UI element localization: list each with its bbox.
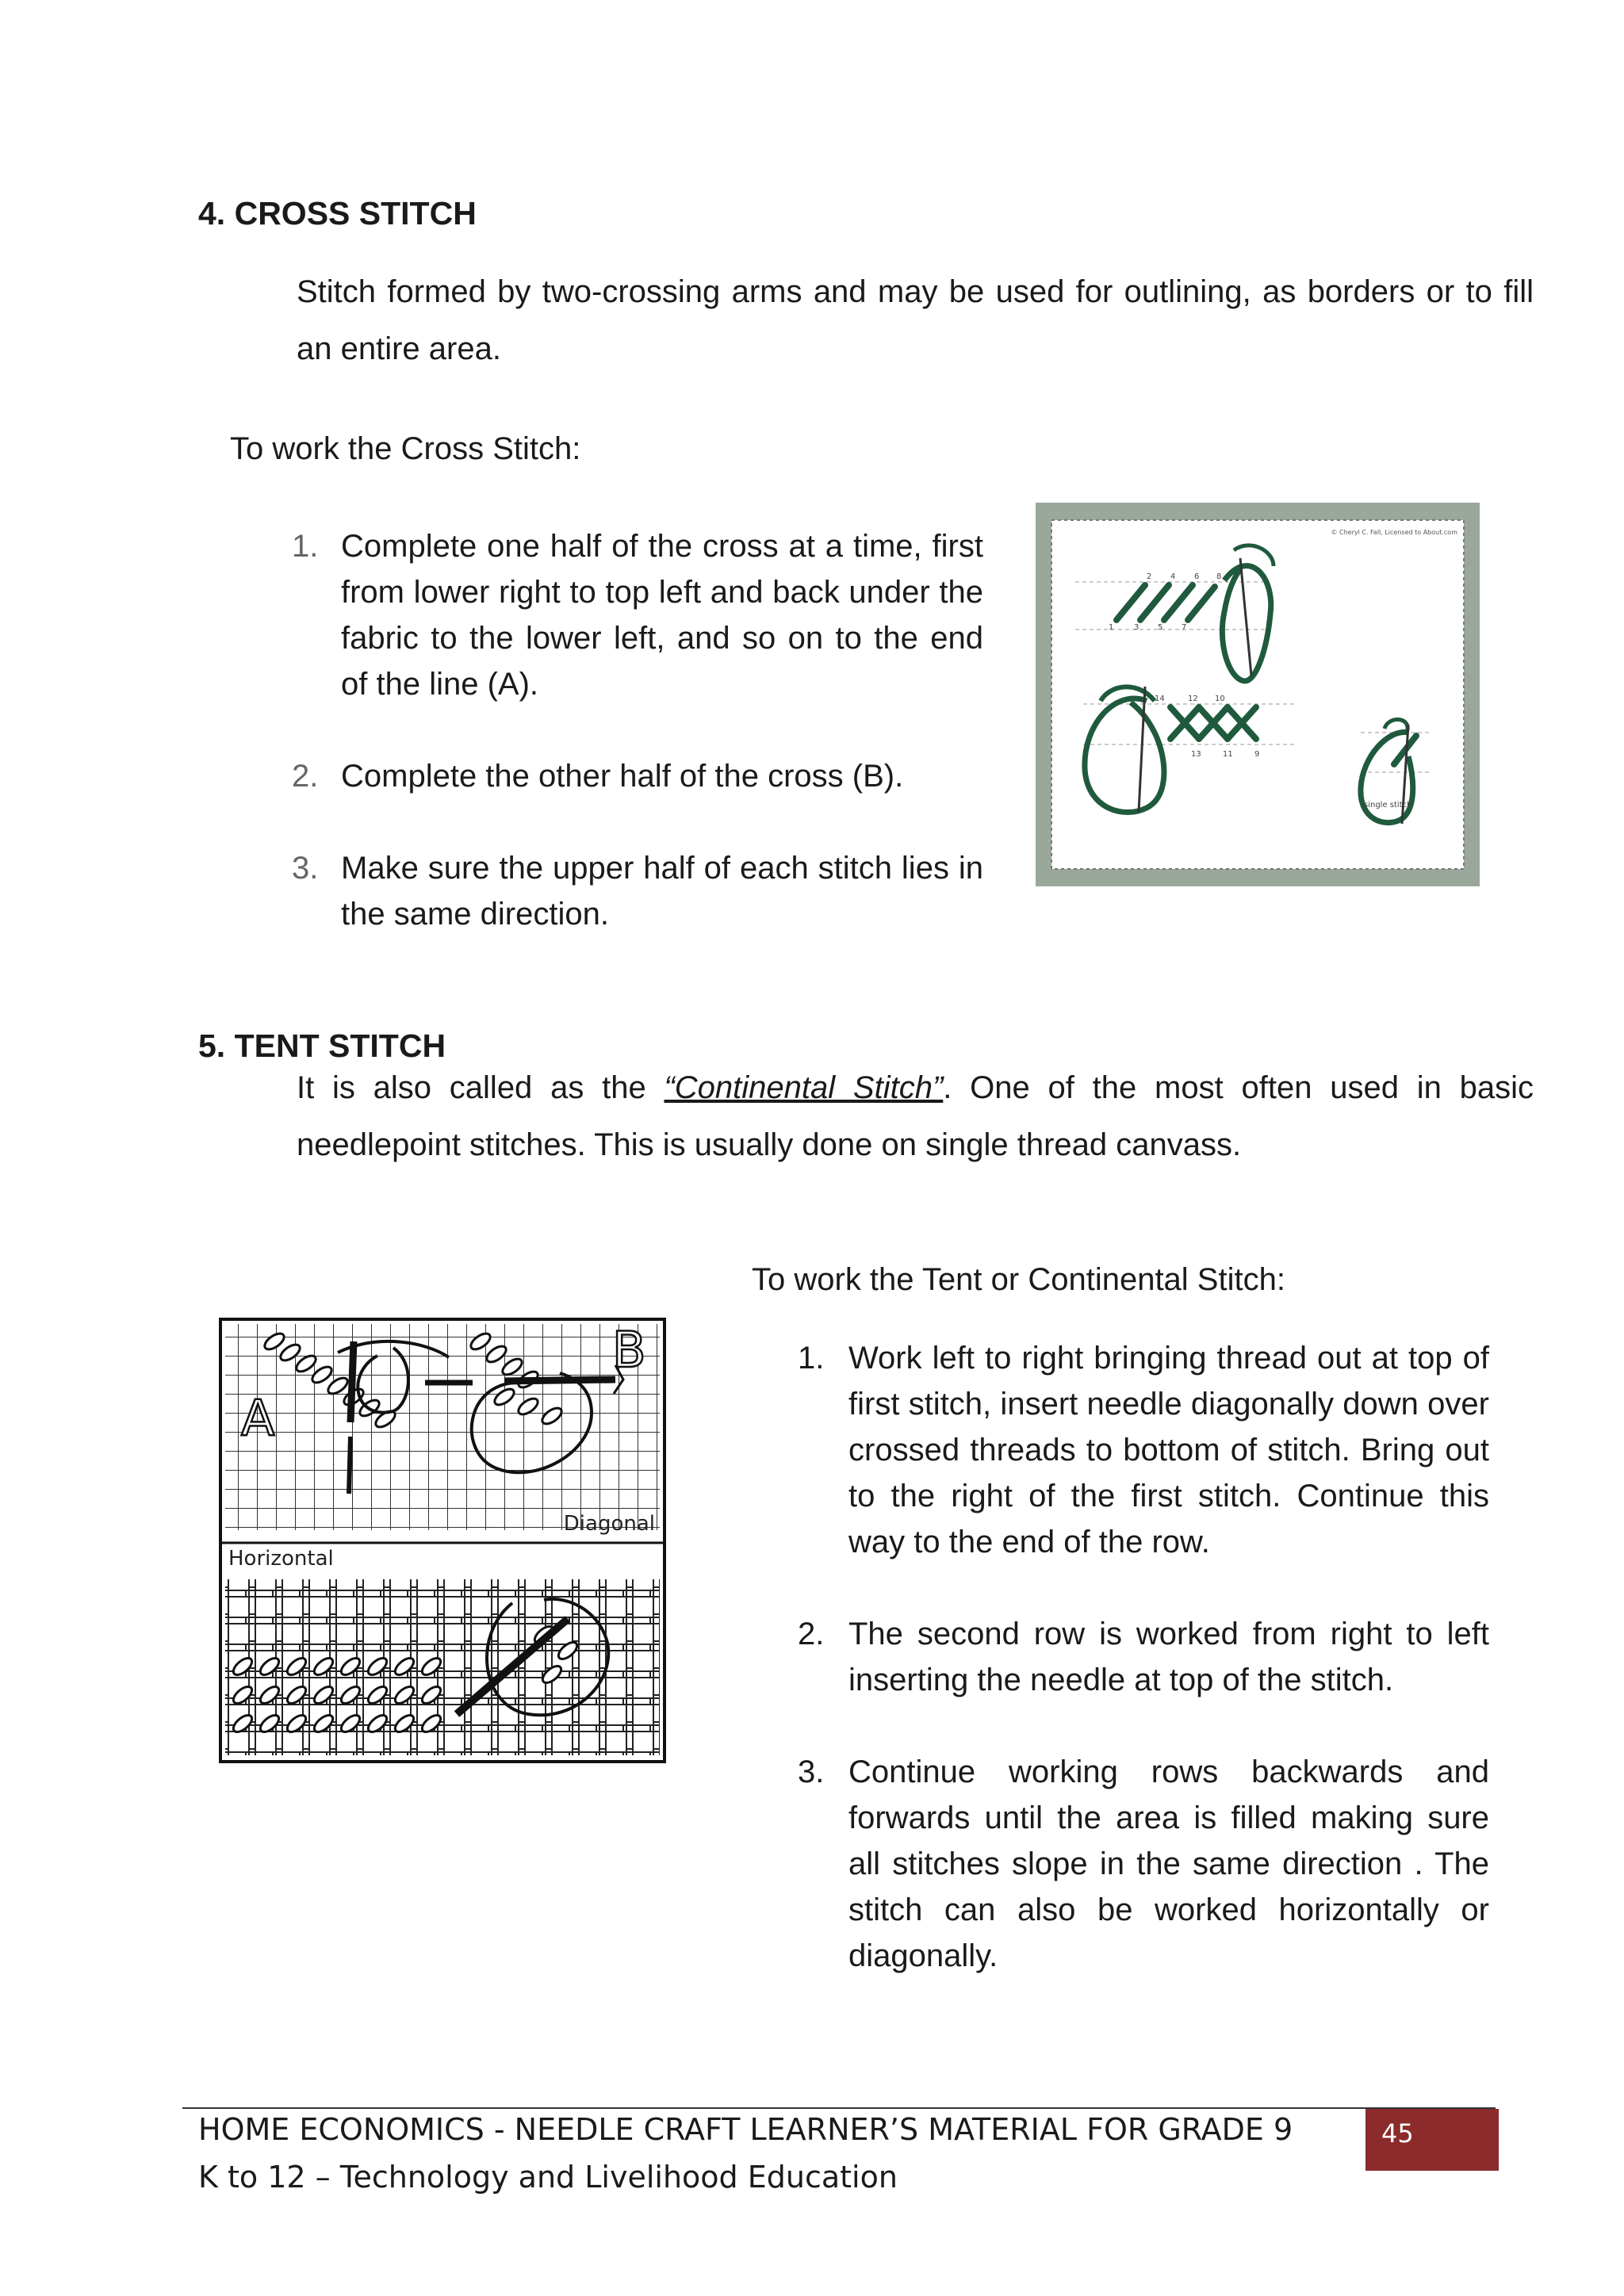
intro-text: . One of the most often used in basic needlepoint stitches. This is usually done on single thread canvass. — [297, 1070, 1534, 1162]
svg-text:14: 14 — [1155, 695, 1165, 703]
footer-title: HOME ECONOMICS - NEEDLE CRAFT LEARNER’S MATERIAL FOR GRADE 9 — [198, 2112, 1293, 2147]
footer-divider — [182, 2107, 1496, 2109]
footer-subtitle: K to 12 – Technology and Livelihood Education — [198, 2160, 898, 2195]
svg-text:11: 11 — [1223, 750, 1233, 759]
tent-stitch-heading: 5. TENT STITCH — [198, 1027, 446, 1064]
needle-diagonal — [350, 1341, 354, 1422]
step-text: Complete the other half of the cross (B). — [341, 759, 904, 794]
step-number: 1. — [292, 529, 319, 564]
svg-text:2: 2 — [1147, 572, 1152, 581]
cross-stitch-description: Stitch formed by two-crossing arms and may be used for outlining, as borders or to fill an entire area. — [297, 274, 1534, 366]
svg-text:6: 6 — [1194, 572, 1200, 581]
tent-stitch-intro — [198, 1059, 1534, 1173]
svg-text:13: 13 — [1191, 750, 1201, 759]
step-number: 2. — [798, 1617, 825, 1651]
tent-stitch-howto: To work the Tent or Continental Stitch: — [752, 1262, 1285, 1297]
step-number: 2. — [292, 759, 319, 794]
step-number: 3. — [798, 1755, 825, 1789]
tent-step-2 — [798, 1611, 1489, 1703]
svg-text:8: 8 — [1216, 572, 1222, 581]
step-number: 1. — [798, 1341, 825, 1376]
svg-text:12: 12 — [1188, 695, 1198, 703]
cross-step-3 — [292, 845, 983, 937]
cross-stitch-howto: To work the Cross Stitch: — [230, 431, 581, 466]
cross-step-2 — [292, 753, 983, 799]
svg-text:9: 9 — [1254, 750, 1260, 759]
svg-text:10: 10 — [1215, 695, 1225, 703]
single-stitch-label: single stitch — [1364, 801, 1412, 809]
svg-text:7: 7 — [1182, 623, 1187, 632]
step-text: Work left to right bringing thread out at top of first stitch, insert needle diagonally down over crossed threads to bottom of stitch. Bring out to the right of the first stitch. Continue this way to the end of the row. — [848, 1341, 1489, 1559]
intro-text: It is also called as the — [297, 1070, 665, 1105]
tent-step-1 — [798, 1335, 1489, 1565]
svg-text:4: 4 — [1170, 572, 1176, 581]
continental-stitch-term: “Continental Stitch” — [664, 1070, 944, 1105]
cross-step-1 — [292, 523, 983, 707]
cross-stitch-illustration — [1036, 503, 1480, 886]
cross-stitch-steps — [292, 523, 983, 937]
label-horizontal: Horizontal — [228, 1547, 334, 1571]
step-text: Make sure the upper half of each stitch lies in the same direction. — [341, 851, 983, 932]
label-b: B — [612, 1321, 646, 1379]
tent-stitch-diagram — [219, 1318, 666, 1763]
page-number-badge: 45 — [1365, 2109, 1499, 2171]
cross-stitch-diagram — [1036, 503, 1480, 886]
tent-step-3 — [798, 1749, 1489, 1979]
step-number: 3. — [292, 851, 319, 886]
needle-b — [504, 1380, 615, 1381]
step-text: Complete one half of the cross at a time, first from lower right to top left and back under the fabric to the lower left, and so on to the end of the line (A). — [341, 529, 983, 702]
svg-text:1: 1 — [1109, 623, 1114, 632]
tent-stitch-steps — [798, 1335, 1489, 1979]
label-a: A — [241, 1389, 275, 1447]
svg-text:3: 3 — [1134, 623, 1139, 632]
step-text: The second row is worked from right to left inserting the needle at top of the stitch. — [848, 1617, 1489, 1697]
step-text: Continue working rows backwards and forwards until the area is filled making sure all stitches slope in the same direction . The stitch can also be worked horizontally or diagonally. — [848, 1755, 1489, 1973]
tent-stitch-illustration — [219, 1318, 666, 1763]
svg-text:5: 5 — [1158, 623, 1163, 632]
label-diagonal: Diagonal — [563, 1512, 655, 1536]
figure-credit: © Cheryl C. Fall, Licensed to About.com — [1331, 529, 1457, 536]
cross-stitch-heading: 4. CROSS STITCH — [198, 195, 477, 232]
